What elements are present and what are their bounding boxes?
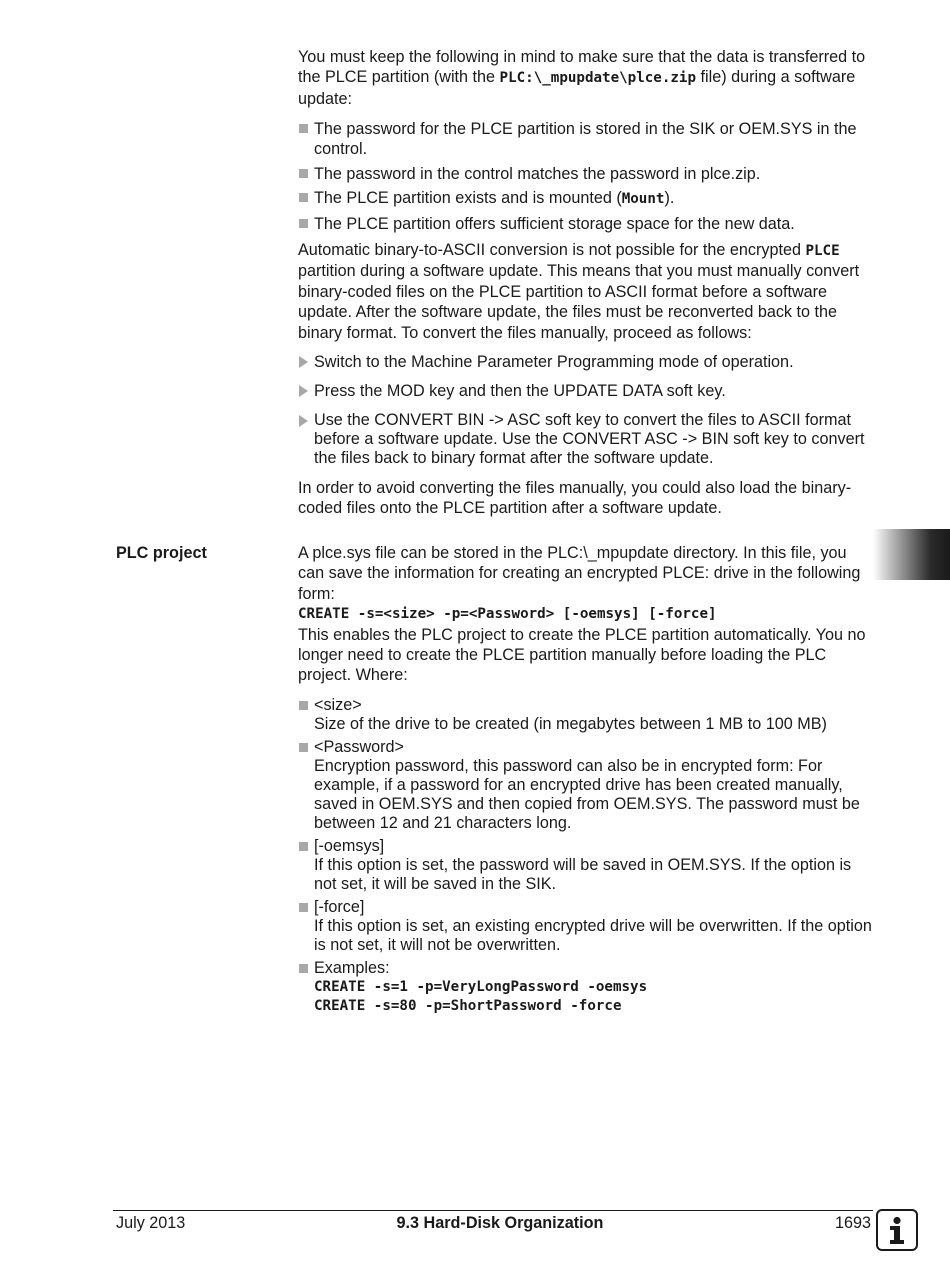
inline-code: PLCE [805, 243, 840, 259]
parameter-description: If this option is set, the password will be saved in OEM.SYS. If the option is not set, it will be saved in the SIK. [314, 856, 852, 893]
plc-project-block [298, 543, 873, 686]
list-item [298, 738, 873, 833]
example-code-line: CREATE -s=80 -p=ShortPassword -force [314, 998, 622, 1014]
parameter-name: [-oemsys] [314, 837, 385, 855]
list-item: The password for the PLCE partition is stored in the SIK or OEM.SYS in the control. [298, 119, 873, 160]
intro-paragraph: You must keep the following in mind to make sure that the data is transferred to the PLCE partition (with the PLC:\_mpupdate\plce.zip file) during a software update: [298, 48, 866, 108]
info-icon [876, 1209, 918, 1251]
square-bullet-icon [299, 903, 308, 912]
list-item [298, 696, 873, 734]
list-item: The password in the control matches the password in plce.zip. [298, 164, 873, 184]
square-bullet-icon [299, 842, 308, 851]
requirements-list [298, 119, 873, 234]
avoid-paragraph: In order to avoid converting the files manually, you could also load the binary-coded files onto the PLCE partition after a software update. [298, 479, 852, 518]
parameter-name: <Password> [314, 738, 404, 756]
square-bullet-icon [299, 219, 308, 228]
section-heading: PLC project [116, 544, 207, 562]
parameter-name: <size> [314, 696, 362, 714]
inline-code: PLC:\_mpupdate\plce.zip [499, 70, 697, 87]
info-glyph-icon [878, 1211, 916, 1249]
step-item: Use the CONVERT BIN -> ASC soft key to convert the files to ASCII format before a software update. Use the CONVERT ASC -> BIN soft key to convert the files back to binary format after the software update. [298, 411, 873, 468]
parameter-description: If this option is set, an existing encrypted drive will be overwritten. If the option is not set, it will not be overwritten. [314, 917, 872, 954]
chapter-thumb-tab [873, 529, 950, 580]
step-arrow-icon [299, 415, 308, 427]
square-bullet-icon [299, 169, 308, 178]
footer-date: July 2013 [116, 1214, 186, 1232]
example-code-line: CREATE -s=1 -p=VeryLongPassword -oemsys [314, 979, 648, 995]
step-item: Press the MOD key and then the UPDATE DATA soft key. [298, 381, 873, 401]
page-number: 1693 [834, 1214, 871, 1232]
parameter-description: Size of the drive to be created (in megabytes between 1 MB to 100 MB) [314, 715, 827, 733]
footer-section-title: 9.3 Hard-Disk Organization [396, 1214, 604, 1232]
plc-project-description: This enables the PLC project to create the PLCE partition automatically. You no longer need to create the PLCE partition manually before loading the PLC project. Where: [298, 625, 866, 685]
list-item [298, 898, 873, 955]
create-syntax: CREATE -s=<size> -p=<Password> [-oemsys] [-force] [298, 606, 717, 623]
square-bullet-icon [299, 964, 308, 973]
square-bullet-icon [299, 193, 308, 202]
parameter-name: [-force] [314, 898, 365, 916]
step-arrow-icon [299, 385, 308, 397]
inline-code: Mount [621, 191, 665, 208]
square-bullet-icon [299, 701, 308, 710]
square-bullet-icon [299, 124, 308, 133]
plc-project-intro: A plce.sys file can be stored in the PLC:\_mpupdate directory. In this file, you can save the information for creating an encrypted PLCE: drive in the following form: [298, 544, 861, 603]
parameter-list [298, 696, 873, 1016]
examples-label: Examples: [314, 959, 390, 977]
square-bullet-icon [299, 743, 308, 752]
conversion-paragraph: Automatic binary-to-ASCII conversion is not possible for the encrypted PLCE partition during a software update. This means that you must manually convert binary-coded files on the PLCE partition to ASCII format before a software update. After the software update, the files must be reconverted back to the binary format. To convert the files manually, proceed as follows: [298, 241, 860, 342]
step-item: Switch to the Machine Parameter Programming mode of operation. [298, 352, 873, 372]
list-item: The PLCE partition offers sufficient storage space for the new data. [298, 214, 873, 234]
step-arrow-icon [299, 356, 308, 368]
footer-divider [113, 1210, 873, 1211]
list-item [298, 837, 873, 894]
steps-list [298, 352, 873, 468]
list-item: The PLCE partition exists and is mounted (Mount). [298, 188, 873, 209]
parameter-description: Encryption password, this password can also be in encrypted form: For example, if a password for an encrypted drive has been created manually, saved in OEM.SYS and then copied from OEM.SYS. The password must be between 12 and 21 characters long. [314, 757, 860, 832]
list-item [298, 959, 873, 1016]
